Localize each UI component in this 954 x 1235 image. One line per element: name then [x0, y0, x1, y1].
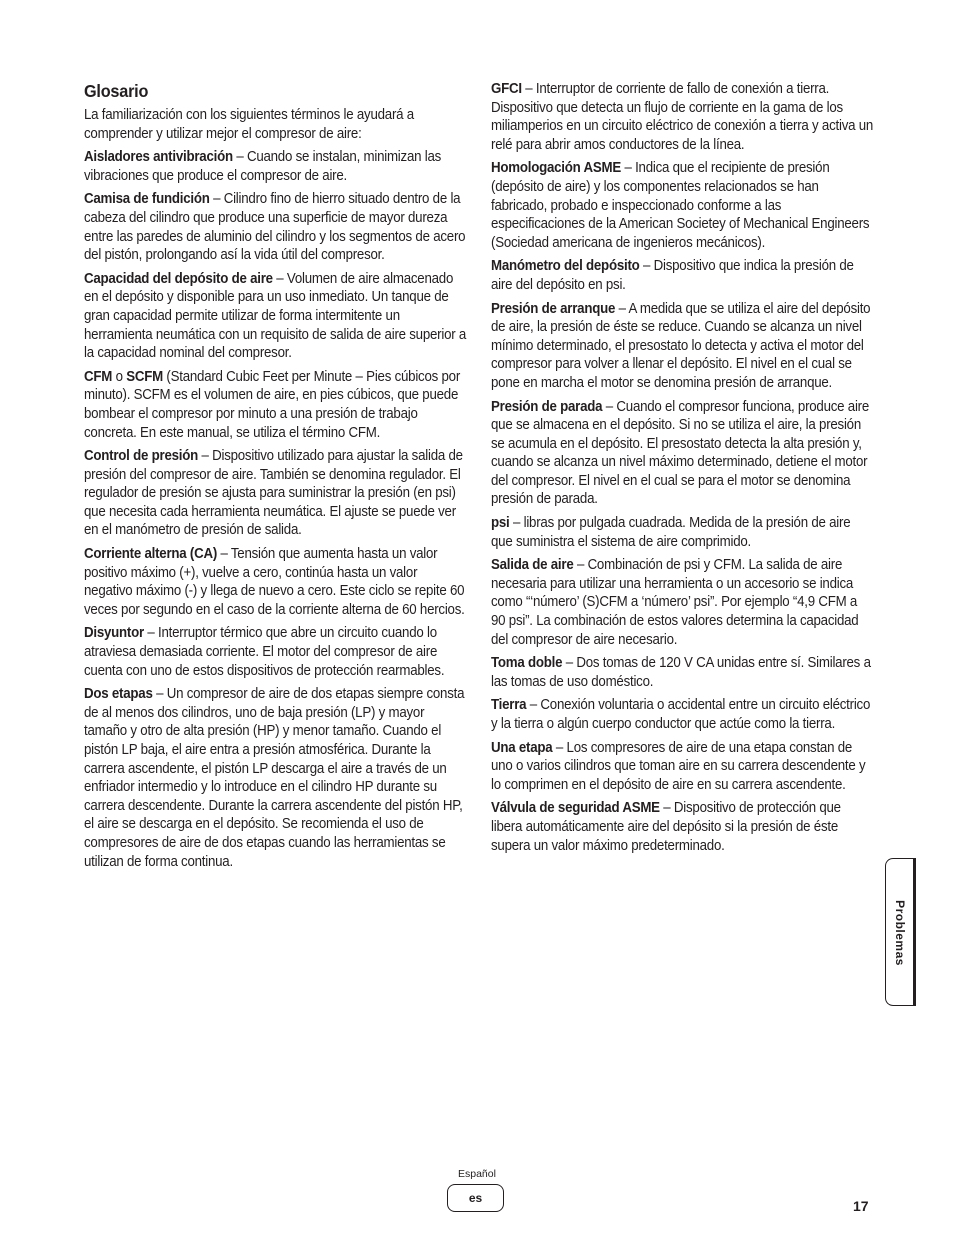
glossary-definition: – Un compresor de aire de dos etapas siempre consta de al menos dos cilindros, uno de baja presión (LP) y mayor tamaño y otro de alta presión (HP) y menor tamaño. Cuando el pistón LP baja, el aire entra a presión atmosférica. Durante la carrera ascendente, el pistón LP descarga el aire a través de un enfriador intermedio y lo introduce en el cilindro HP durante su carrera descendente. Durante la carrera ascendente del pistón HP, el aire se descarga en el depósito. Se recomienda el uso de compresores de aire de dos etapas cuando las herramientas se utilizan de forma continua.: [84, 686, 465, 870]
glossary-term: Presión de parada: [491, 398, 603, 415]
glossary-entry: [84, 447, 467, 540]
glossary-term: Disyuntor: [84, 625, 144, 642]
glossary-term: CFM: [84, 368, 113, 385]
glossary-term: Control de presión: [84, 448, 199, 465]
glossary-entry: [491, 739, 874, 795]
glossary-term: Camisa de fundición: [84, 191, 210, 208]
language-code-badge: es: [447, 1184, 504, 1212]
glossary-definition: – Dispositivo de protección que libera automáticamente aire del depósito si la presión de éste supera un valor máximo predeterminado.: [491, 800, 841, 854]
section-tab-edge: [913, 858, 916, 1006]
glossary-entry: [84, 685, 467, 871]
glossary-definition: – Volumen de aire almacenado en el depósito y disponible para un uso inmediato. Un tanque de gran capacidad permite utilizar de forma intermitente un herramienta neumática con un requisito de salida de aire superior a la capacidad nominal del compresor.: [84, 270, 467, 362]
glossary-term: Corriente alterna (CA): [84, 546, 218, 563]
glossary-entry: [84, 368, 467, 442]
glossary-term: Salida de aire: [491, 557, 574, 574]
glossary-definition: – A medida que se utiliza el aire del depósito de aire, la presión de éste se reduce. Cuando se alcanza un nivel mínimo determinado, el presostato lo detecta y activa el motor del compresor para volver a llenar el depósito. El nivel en el cual se pone en marcha el motor se denomina presión de arranque.: [491, 300, 871, 391]
right-column: [491, 80, 874, 860]
glossary-entry: [491, 398, 874, 510]
glossary-term-alt: SCFM: [126, 368, 163, 385]
glossary-term: Una etapa: [491, 739, 553, 756]
glossary-entry: [84, 148, 467, 185]
glossary-entry: [491, 514, 874, 551]
glossary-entry: [491, 300, 874, 393]
glossary-definition: (Standard Cubic Feet per Minute – Pies cúbicos por minuto). SCFM es el volumen de aire, en pies cúbicos, que puede bombear el compresor por minuto a una presión de trabajo concreta. En este manual, se utiliza el término CFM.: [84, 368, 461, 441]
glossary-definition: – Indica que el recipiente de presión (depósito de aire) y los componentes relacionados se han fabricado, probado e inspeccionado conforme a las especificaciones de la American Societey of Mechanical Engineers (Sociedad americana de ingenieros mecánicos).: [491, 160, 870, 251]
glossary-entry: [491, 799, 874, 855]
glossary-definition: – Interruptor de corriente de fallo de conexión a tierra. Dispositivo que detecta un flujo de corriente en la gama de los miliamperios en un circuito eléctrico de conexión a tierra y activa un relé para abrir amos conductores de la línea.: [491, 81, 874, 153]
section-tab-label: Problemas: [893, 900, 907, 966]
glossary-term: Dos etapas: [84, 686, 153, 703]
glossary-entry: [491, 556, 874, 649]
glossary-definition: – Cuando se instalan, minimizan las vibraciones que produce el compresor de aire.: [84, 149, 442, 184]
glossary-term: GFCI: [491, 81, 522, 97]
glossary-definition: – Dispositivo que indica la presión de aire del depósito en psi.: [491, 258, 854, 293]
glossary-term: Manómetro del depósito: [491, 258, 640, 275]
glossary-definition: – Interruptor térmico que abre un circuito cuando lo atraviesa demasiada corriente. El motor del compresor de aire cuenta con uno de estos dispositivos de protección rearmables.: [84, 625, 445, 679]
glossary-entry: [84, 190, 467, 264]
glossary-term: Homologación ASME: [491, 160, 621, 177]
glossary-entry: [84, 545, 467, 619]
language-label: Español: [458, 1168, 496, 1180]
glossary-term: Toma doble: [491, 655, 563, 672]
glossary-definition: – Los compresores de aire de una etapa constan de uno o varios cilindros que toman aire en su carrera descendente y lo comprimen en el depósito de aire en su carrera ascendente.: [491, 739, 866, 793]
glossary-definition: – libras por pulgada cuadrada. Medida de la presión de aire que suministra el sistema de aire comprimido.: [491, 515, 851, 550]
glossary-entry: [84, 624, 467, 680]
page-title: Glosario: [84, 81, 149, 101]
glossary-term: Tierra: [491, 697, 527, 714]
glossary-definition: – Dispositivo utilizado para ajustar la salida de presión del compresor de aire. También se denomina regulador. El regulador de presión se ajusta para suministrar la presión (en psi) que necesita cada herramienta neumática. El ajuste se puede ver en el manómetro de presión de salida.: [84, 448, 463, 539]
glossary-entry: [491, 159, 874, 252]
left-column: [84, 80, 467, 876]
glossary-term: Capacidad del depósito de aire: [84, 270, 273, 287]
page-number: 17: [853, 1198, 869, 1214]
glossary-definition: – Tensión que aumenta hasta un valor positivo máximo (+), vuelve a cero, continúa hasta un valor negativo máximo (-) y llega de nuevo a cero. Este ciclo se repite 60 veces por segundo en el caso de la corriente alterna de 60 hercios.: [84, 546, 465, 618]
glossary-definition: – Cuando el compresor funciona, produce aire que se almacena en el depósito. Si no se utiliza el aire, la presión se acumula en el depósito. El presostato detecta la alta presión y, cuando se alcanza un nivel máximo determinado, detiene el motor del compresor. El nivel en el cual se para el motor se denomina presión de parada.: [491, 398, 870, 508]
glossary-definition: – Combinación de psi y CFM. La salida de aire necesaria para utilizar una herramienta o un accesorio se indica como “‘número’ (S)CFM a ‘número’ psi”. Por ejemplo “4,9 CFM a 90 psi”. La combinación de estos valores determina la capacidad del compresor de aire necesario.: [491, 557, 859, 648]
glossary-definition: – Cilindro fino de hierro situado dentro de la cabeza del cilindro que produce una superficie de mayor dureza entre las paredes de aluminio del cilindro y los segmentos de acero del pistón, prolongando así la vida útil del compresor.: [84, 191, 466, 264]
glossary-term: Aisladores antivibración: [84, 149, 233, 166]
glossary-entry: [491, 257, 874, 294]
intro-paragraph: La familiarización con los siguientes términos le ayudará a comprender y utilizar mejor el compresor de aire:: [84, 107, 414, 142]
glossary-term: Presión de arranque: [491, 300, 616, 317]
glossary-term: psi: [491, 515, 510, 532]
glossary-entry: [491, 696, 874, 733]
glossary-definition: – Dos tomas de 120 V CA unidas entre sí. Similares a las tomas de uso doméstico.: [491, 655, 871, 690]
glossary-entry: [491, 80, 874, 154]
glossary-entry: [84, 270, 467, 363]
glossary-entry: [491, 654, 874, 691]
glossary-connector: o: [112, 368, 127, 385]
glossary-term: Válvula de seguridad ASME: [491, 800, 660, 817]
glossary-definition: – Conexión voluntaria o accidental entre un circuito eléctrico y la tierra o algún cuerpo conductor que actúe como la tierra.: [491, 697, 871, 732]
